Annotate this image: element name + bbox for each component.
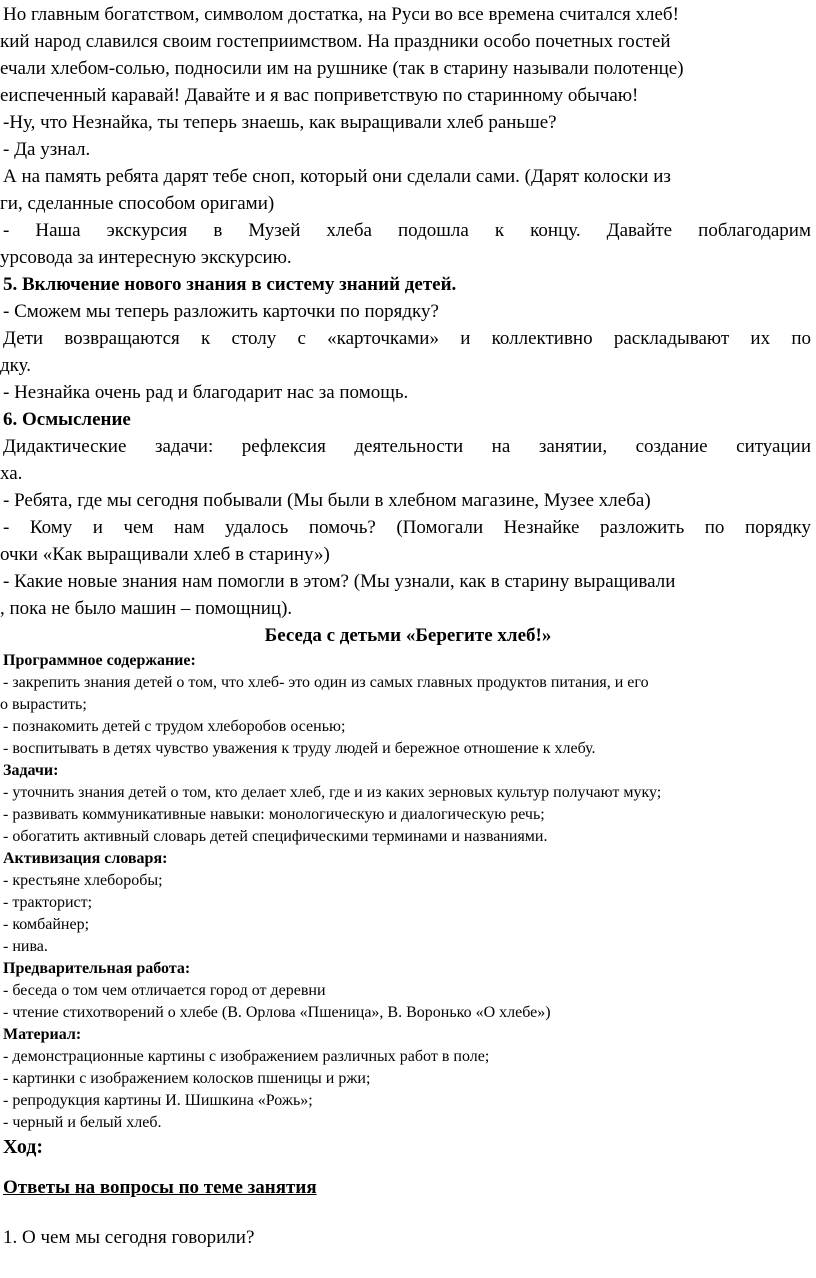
list-item: - закрепить знания детей о том, что хлеб- это один из самых главных продуктов питания, и его <box>3 674 649 691</box>
lesson-title: Беседа с детьми «Берегите хлеб!» <box>264 625 552 646</box>
subsection-heading: Задачи: <box>3 762 59 779</box>
section-heading: Ответы на вопросы по теме занятия <box>3 1177 317 1198</box>
paragraph-line: кий народ славился своим гостеприимством. На праздники особо почетных гостей <box>0 31 671 52</box>
paragraph-line: , пока не было машин – помощниц). <box>0 598 293 619</box>
paragraph-line: - Незнайка очень рад и благодарит нас за помощь. <box>3 382 409 403</box>
subsection-heading: Программное содержание: <box>3 652 196 669</box>
paragraph-line: ха. <box>0 463 23 484</box>
subsection-heading: Активизация словаря: <box>3 850 168 867</box>
list-item: - тракторист; <box>3 894 93 911</box>
paragraph-line: ечали хлебом-солью, подносили им на рушнике (так в старину называли полотенце) <box>0 58 684 79</box>
subsection-heading: Материал: <box>3 1026 82 1043</box>
list-item: - демонстрационные картины с изображением различных работ в поле; <box>3 1048 490 1065</box>
paragraph-line: А на память ребята дарят тебе сноп, который они сделали сами. (Дарят колоски из <box>3 166 671 187</box>
list-item: - черный и белый хлеб. <box>3 1114 162 1131</box>
list-item: - чтение стихотворений о хлебе (В. Орлова «Пшеница», В. Воронько «О хлебе») <box>3 1004 551 1021</box>
list-item: - воспитывать в детях чувство уважения к труду людей и бережное отношение к хлебу. <box>3 740 596 757</box>
list-item: - развивать коммуникативные навыки: монологическую и диалогическую речь; <box>3 806 545 823</box>
paragraph-line: Дети возвращаются к столу с «карточками» и коллективно раскладывают их по <box>3 328 811 349</box>
paragraph-line: -Ну, что Незнайка, ты теперь знаешь, как выращивали хлеб раньше? <box>3 112 557 133</box>
list-item: - репродукция картины И. Шишкина «Рожь»; <box>3 1092 313 1109</box>
paragraph-line: - Наша экскурсия в Музей хлеба подошла к концу. Давайте поблагодарим <box>3 220 811 241</box>
list-item: - комбайнер; <box>3 916 90 933</box>
section-heading: 5. Включение нового знания в систему знаний детей. <box>3 274 457 295</box>
list-item: - уточнить знания детей о том, кто делает хлеб, где и из каких зерновых культур получают муку; <box>3 784 662 801</box>
list-item: о вырастить; <box>0 696 87 713</box>
paragraph-line: Но главным богатством, символом достатка, на Руси во все времена считался хлеб! <box>3 4 679 25</box>
paragraph-line: - Да узнал. <box>3 139 91 160</box>
paragraph-line: - Какие новые знания нам помогли в этом? (Мы узнали, как в старину выращивали <box>3 571 676 592</box>
section-heading: 6. Осмысление <box>3 409 131 430</box>
paragraph-line: очки «Как выращивали хлеб в старину») <box>0 544 330 565</box>
list-item: - обогатить активный словарь детей специфическими терминами и названиями. <box>3 828 548 845</box>
list-item: - познакомить детей с трудом хлеборобов осенью; <box>3 718 346 735</box>
paragraph-line: еиспеченный каравай! Давайте и я вас поприветствую по старинному обычаю! <box>0 85 639 106</box>
paragraph-line: ги, сделанные способом оригами) <box>0 193 275 214</box>
section-heading: Ход: <box>3 1136 44 1158</box>
list-item: - картинки с изображением колосков пшеницы и ржи; <box>3 1070 371 1087</box>
list-item: - нива. <box>3 938 48 955</box>
paragraph-line: урсовода за интересную экскурсию. <box>0 247 292 268</box>
question-line: 1. О чем мы сегодня говорили? <box>3 1227 255 1248</box>
paragraph-line: дку. <box>0 355 31 376</box>
paragraph-line: - Кому и чем нам удалось помочь? (Помогали Незнайке разложить по порядку <box>3 517 811 538</box>
list-item: - крестьяне хлеборобы; <box>3 872 163 889</box>
subsection-heading: Предварительная работа: <box>3 960 191 977</box>
paragraph-line: - Сможем мы теперь разложить карточки по порядку? <box>3 301 439 322</box>
paragraph-line: Дидактические задачи: рефлексия деятельности на занятии, создание ситуации <box>3 436 811 457</box>
paragraph-line: - Ребята, где мы сегодня побывали (Мы были в хлебном магазине, Музее хлеба) <box>3 490 651 511</box>
list-item: - беседа о том чем отличается город от деревни <box>3 982 326 999</box>
